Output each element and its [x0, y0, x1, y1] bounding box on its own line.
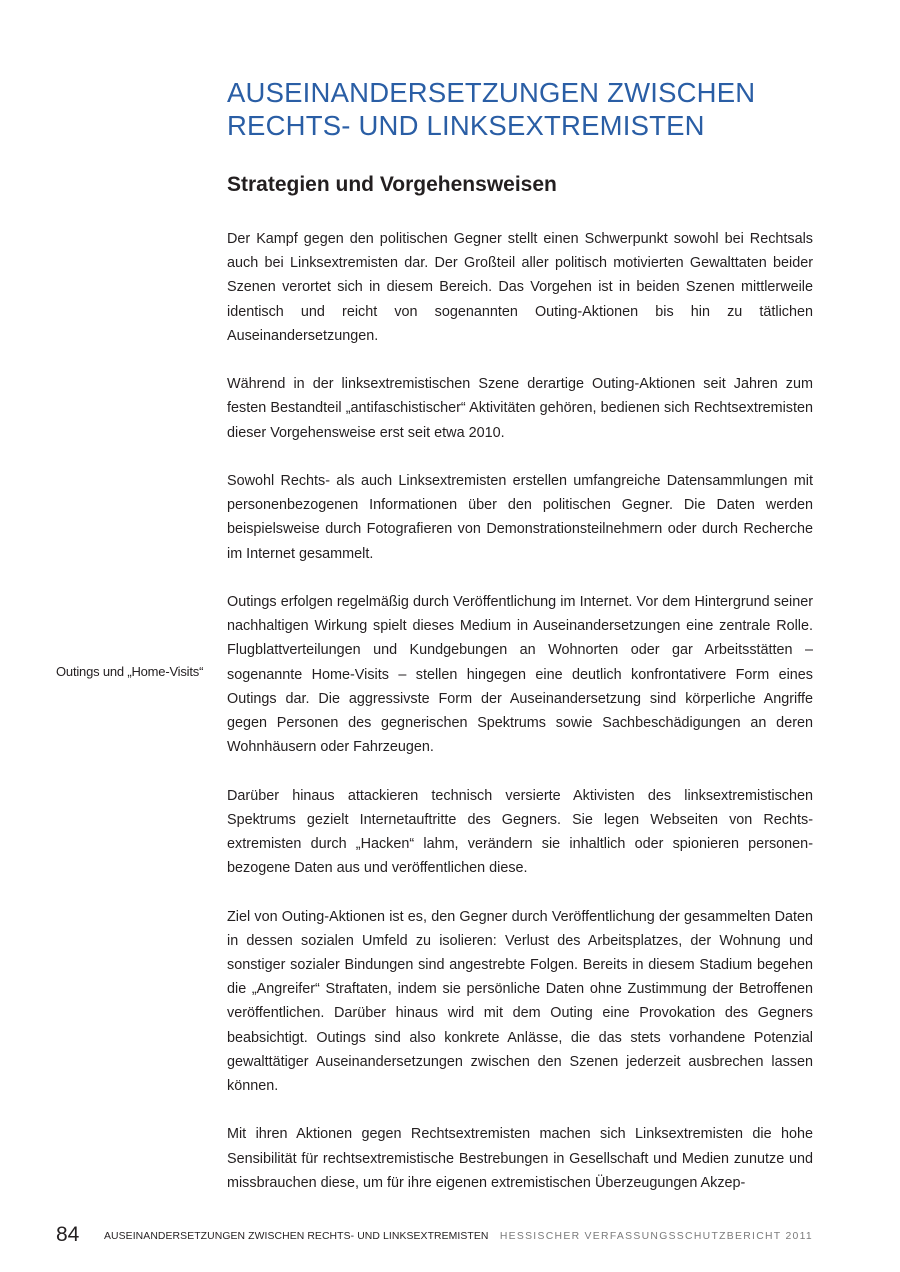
paragraph: Während in der linksextremistischen Szene derartige Outing-Aktionen seit Jahren zum festen Bestandteil „antifaschistischer“ Aktivitäten gehören, bedienen sich Rechtsextremisten dieser Vorgehensweise erst seit etwa 2010.	[227, 376, 813, 441]
footer-publication-title: HESSISCHER VERFASSUNGSSCHUTZBERICHT 2011	[499, 1231, 813, 1242]
paragraph: Darüber hinaus attackieren technisch versierte Aktivisten des linksextremistischen Spektrums gezielt Internetauftritte des Gegners. Sie legen Webseiten von Rechtsextremisten durch „Hacken“ lahm, verändern sie inhaltlich oder spionieren personenbezogene Daten aus und veröffentlichen diese.	[227, 787, 813, 877]
footer-chapter-label: AUSEINANDERSETZUNGEN ZWISCHEN RECHTS- UND LINKSEXTREMISTEN	[104, 1231, 489, 1242]
paragraph: Mit ihren Aktionen gegen Rechtsextremisten machen sich Linksextremisten die hohe Sensibilität für rechtsextremistische Bestrebungen in Gesellschaft und Medien zunutze und missbrauchen diese, um für ihre eigenen extremistischen Überzeugungen Akzep-	[227, 1126, 813, 1191]
page-number: 84	[56, 1223, 80, 1246]
paragraph: Der Kampf gegen den politischen Gegner stellt einen Schwerpunkt sowohl bei Rechtsals auch bei Linksextremisten dar. Der Großteil aller politisch motivierten Gewalttaten beider Szenen verortet sich in diesem Bereich. Das Vorgehen ist in beiden Szenen mittlerweile identisch und reicht von sogenannten Outing-Aktionen bis hin zu tätlichen Auseinandersetzungen.	[227, 231, 813, 344]
chapter-title	[227, 76, 827, 142]
body-text	[227, 227, 813, 1195]
chapter-title-line-1: AUSEINANDERSETZUNGEN ZWISCHEN	[227, 77, 756, 108]
section-heading: Strategien und Vorgehensweisen	[227, 173, 557, 196]
paragraph: Ziel von Outing-Aktionen ist es, den Gegner durch Veröffentlichung der gesammelten Daten in dessen sozialen Umfeld zu isolieren: Verlust des Arbeitsplatzes, der Wohnung und sonstiger sozialer Bindungen sind angestrebte Folgen. Bereits in diesem Stadium begehen die „Angreifer“ Straftaten, indem sie persönliche Daten ohne Zustimmung der Betroffenen veröffentlichen. Darüber hinaus wird mit dem Outing eine Provokation des Gegners beabsichtigt. Outings sind also konkrete Anlässe, die das stets vorhandene Potenzial gewalttätiger Auseinandersetzungen zwischen den Szenen jederzeit ausbrechen lassen können.	[227, 908, 813, 1095]
margin-note: Outings und „Home-Visits“	[56, 664, 204, 679]
chapter-title-line-2: RECHTS- UND LINKSEXTREMISTEN	[227, 110, 705, 141]
paragraph: Sowohl Rechts- als auch Linksextremisten erstellen umfangreiche Datensammlungen mit personenbezogenen Informationen über den politischen Gegner. Die Daten werden beispielsweise durch Fotografieren von Demonstrationsteilnehmern oder durch Recherche im Internet gesammelt.	[227, 473, 813, 562]
paragraph: Outings erfolgen regelmäßig durch Veröffentlichung im Internet. Vor dem Hintergrund seiner nachhaltigen Wirkung spielt dieses Medium in Auseinandersetzungen eine zentrale Rolle. Flugblattverteilungen und Kundgebungen an Wohnorten oder gar Arbeitsstätten – sogenannte Home-Visits – stellen hingegen eine deutlich konfrontativere Form eines Outings dar. Die aggressivste Form der Auseinandersetzung sind körperliche Angriffe gegen Personen des gegnerischen Spektrums sowie Sachbeschädigungen an deren Wohnhäusern oder Fahrzeugen.	[227, 594, 813, 756]
